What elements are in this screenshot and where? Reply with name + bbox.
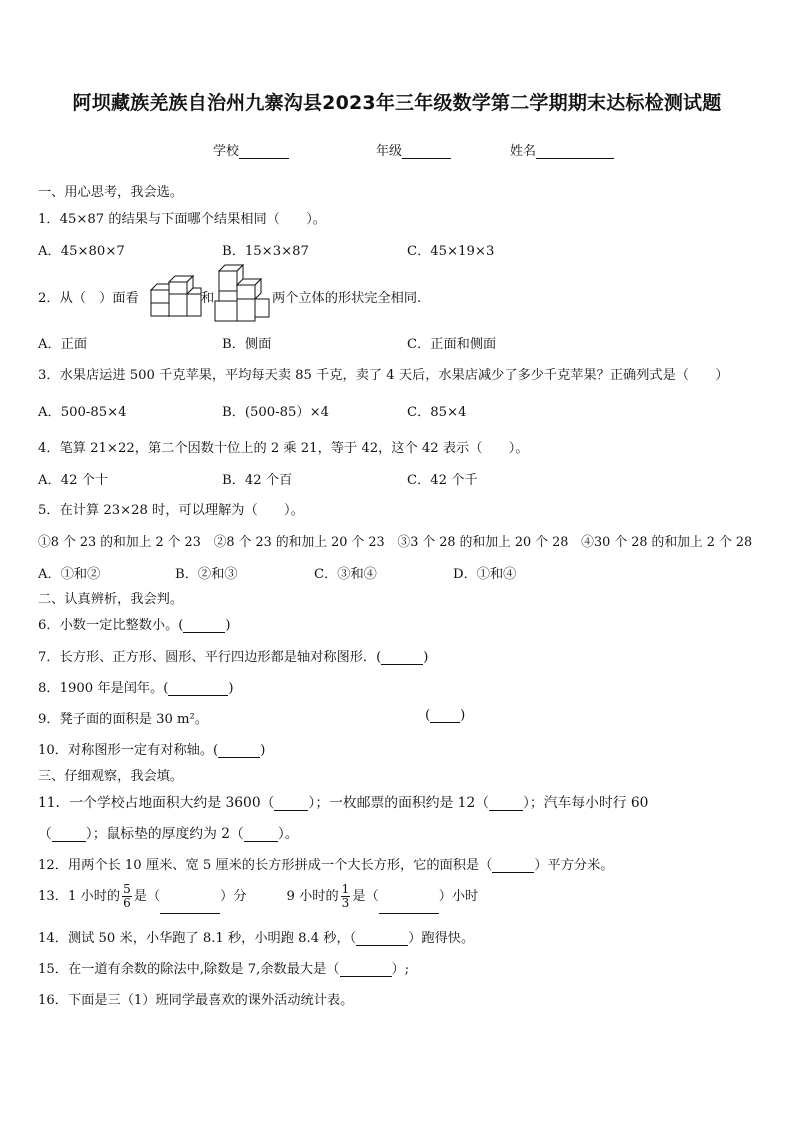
q13-blank-2[interactable] bbox=[379, 900, 439, 914]
q14-text-1: 14．测试 50 米，小华跑了 8.1 秒，小明跑 8.4 秒，（ bbox=[38, 931, 357, 946]
q13-fraction-1 bbox=[122, 883, 132, 910]
q11-blank-1[interactable] bbox=[274, 797, 308, 811]
q15-line bbox=[38, 958, 409, 977]
q1-option-c[interactable]: C．45×19×3 bbox=[407, 244, 495, 259]
q2-option-b[interactable]: B．侧面 bbox=[222, 337, 272, 352]
school-blank[interactable] bbox=[239, 144, 289, 159]
name-blank[interactable] bbox=[536, 144, 614, 159]
grade-blank[interactable] bbox=[402, 144, 451, 159]
q1-option-a[interactable]: A．45×80×7 bbox=[38, 244, 125, 259]
q13-text-1: 13．1 小时的 bbox=[38, 889, 121, 904]
q11-text-5: ）；鼠标垫的厚度约为 2（ bbox=[85, 826, 244, 842]
q4-option-b[interactable]: B．42 个百 bbox=[222, 473, 293, 488]
q11-blank-2[interactable] bbox=[489, 797, 523, 811]
q11-text-1: 11．一个学校占地面积大约是 3600（ bbox=[38, 795, 275, 811]
q11-blank-4[interactable] bbox=[244, 828, 278, 842]
q8-text: 8．1900 年是闰年。( bbox=[38, 681, 169, 696]
q13-text-6: ）小时 bbox=[438, 889, 479, 904]
q11-line-1 bbox=[38, 791, 648, 811]
q13-text-4: 9 小时的 bbox=[286, 889, 339, 904]
q4-option-a[interactable]: A．42 个十 bbox=[38, 473, 109, 488]
q14-blank[interactable] bbox=[356, 932, 408, 946]
q13-fraction-1-numerator: 5 bbox=[123, 882, 131, 896]
q6-text: 6．小数一定比整数小。( bbox=[38, 618, 184, 633]
q2-stem-b: 和 bbox=[201, 291, 215, 306]
q12-line bbox=[38, 854, 613, 873]
q10-answer-blank[interactable] bbox=[218, 744, 260, 758]
q7-line: 7．长方形、正方形、圆形、平行四边形都是轴对称图形．( ) bbox=[38, 650, 429, 665]
section-1-heading: 一、用心思考，我会选。 bbox=[38, 185, 184, 200]
q2-stem-c: 两个立体的形状完全相同. bbox=[272, 291, 422, 306]
q10-line: 10．对称图形一定有对称轴。( ) bbox=[38, 743, 266, 758]
section-3-heading: 三、仔细观察，我会填。 bbox=[38, 769, 184, 784]
page-title: 阿坝藏族羌族自治州九寨沟县2023年三年级数学第二学期期末达标检测试题 bbox=[72, 92, 722, 114]
q2-cube-figure-1 bbox=[148, 268, 204, 320]
q2-option-a[interactable]: A．正面 bbox=[38, 337, 88, 352]
q13-text-2: 是（ bbox=[133, 889, 161, 904]
q12-text-1: 12．用两个长 10 厘米、宽 5 厘米的长方形拼成一个大长方形，它的面积是（ bbox=[38, 858, 493, 873]
q2-stem-a: 2．从（ ）面看 bbox=[38, 291, 139, 306]
q11-blank-3[interactable] bbox=[52, 828, 86, 842]
q13-text-3: ）分 bbox=[220, 889, 247, 904]
school-label: 学校 bbox=[213, 144, 240, 159]
q15-text-2: ）; bbox=[391, 962, 410, 977]
q9-answer-blank[interactable] bbox=[430, 709, 460, 723]
q5-option-c[interactable]: C．③和④ bbox=[314, 567, 377, 582]
q1-stem: 1．45×87 的结果与下面哪个结果相同（ ）。 bbox=[38, 212, 326, 227]
q6-line: 6．小数一定比整数小。( ) bbox=[38, 618, 231, 633]
q13-blank-1[interactable] bbox=[160, 900, 220, 914]
q15-text-1: 15．在一道有余数的除法中,除数是 7,余数最大是（ bbox=[38, 962, 340, 977]
q11-text-6: ）。 bbox=[277, 826, 299, 842]
q13-fraction-2 bbox=[341, 883, 351, 910]
q5-statements: ①8 个 23 的和加上 2 个 23 ②8 个 23 的和加上 20 个 23 ③3 个 28 的和加上 20 个 28 ④30 个 28 的和加上 2 个 28 bbox=[38, 535, 753, 550]
q12-blank[interactable] bbox=[492, 859, 534, 873]
q8-answer-blank[interactable] bbox=[168, 682, 228, 696]
grade-label: 年级 bbox=[376, 144, 403, 159]
q13-fraction-1-denominator: 6 bbox=[123, 896, 131, 910]
q11-text-4: （ bbox=[38, 826, 52, 842]
q11-line-2 bbox=[38, 822, 299, 842]
q4-option-c[interactable]: C．42 个千 bbox=[407, 473, 478, 488]
q11-text-2: ）；一枚邮票的面积约是 12（ bbox=[308, 795, 490, 811]
q14-text-2: ）跑得快。 bbox=[408, 931, 475, 946]
q13-line bbox=[38, 880, 478, 914]
q2-option-c[interactable]: C．正面和侧面 bbox=[407, 337, 497, 352]
name-field[interactable] bbox=[510, 140, 614, 159]
q5-option-b[interactable]: B．②和③ bbox=[175, 567, 238, 582]
q1-option-b[interactable]: B．15×3×87 bbox=[222, 244, 309, 259]
school-field[interactable] bbox=[213, 140, 289, 159]
q14-line bbox=[38, 927, 474, 946]
q11-text-3: ）；汽车每小时行 60 bbox=[523, 795, 649, 811]
q12-text-2: ）平方分米。 bbox=[534, 858, 614, 873]
q5-stem: 5．在计算 23×28 时，可以理解为（ ）。 bbox=[38, 503, 304, 518]
q3-stem: 3．水果店运进 500 千克苹果，平均每天卖 85 千克，卖了 4 天后，水果店减少了多少千克苹果？正确列式是（ ） bbox=[38, 368, 729, 383]
q13-fraction-2-numerator: 1 bbox=[341, 882, 350, 896]
q9-answer[interactable]: ( ) bbox=[425, 708, 466, 723]
q16-stem: 16．下面是三（1）班同学最喜欢的课外活动统计表。 bbox=[38, 993, 354, 1008]
q6-answer-blank[interactable] bbox=[183, 619, 225, 633]
q10-text: 10．对称图形一定有对称轴。( bbox=[38, 743, 219, 758]
q5-option-a[interactable]: A．①和② bbox=[38, 567, 101, 582]
q7-answer-blank[interactable] bbox=[381, 651, 423, 665]
q13-fraction-2-denominator: 3 bbox=[341, 896, 350, 910]
q7-text: 7．长方形、正方形、圆形、平行四边形都是轴对称图形．( bbox=[38, 650, 382, 665]
q15-blank[interactable] bbox=[340, 963, 392, 977]
q5-option-d[interactable]: D．①和④ bbox=[453, 567, 517, 582]
q8-line: 8．1900 年是闰年。( ) bbox=[38, 681, 234, 696]
q2-cube-figure-2 bbox=[212, 263, 272, 323]
q3-option-c[interactable]: C．85×4 bbox=[407, 405, 467, 420]
q9-text: 9．凳子面的面积是 30 m²。 bbox=[38, 712, 209, 727]
q13-text-5: 是（ bbox=[352, 889, 379, 904]
q3-option-b[interactable]: B．(500-85）×4 bbox=[222, 405, 330, 420]
grade-field[interactable] bbox=[376, 140, 451, 159]
q3-option-a[interactable]: A．500-85×4 bbox=[38, 405, 127, 420]
section-2-heading: 二、认真辨析，我会判。 bbox=[38, 592, 184, 607]
q4-stem: 4．笔算 21×22，第二个因数十位上的 2 乘 21，等于 42，这个 42 表示（ ）。 bbox=[38, 441, 529, 456]
name-label: 姓名 bbox=[510, 144, 537, 159]
